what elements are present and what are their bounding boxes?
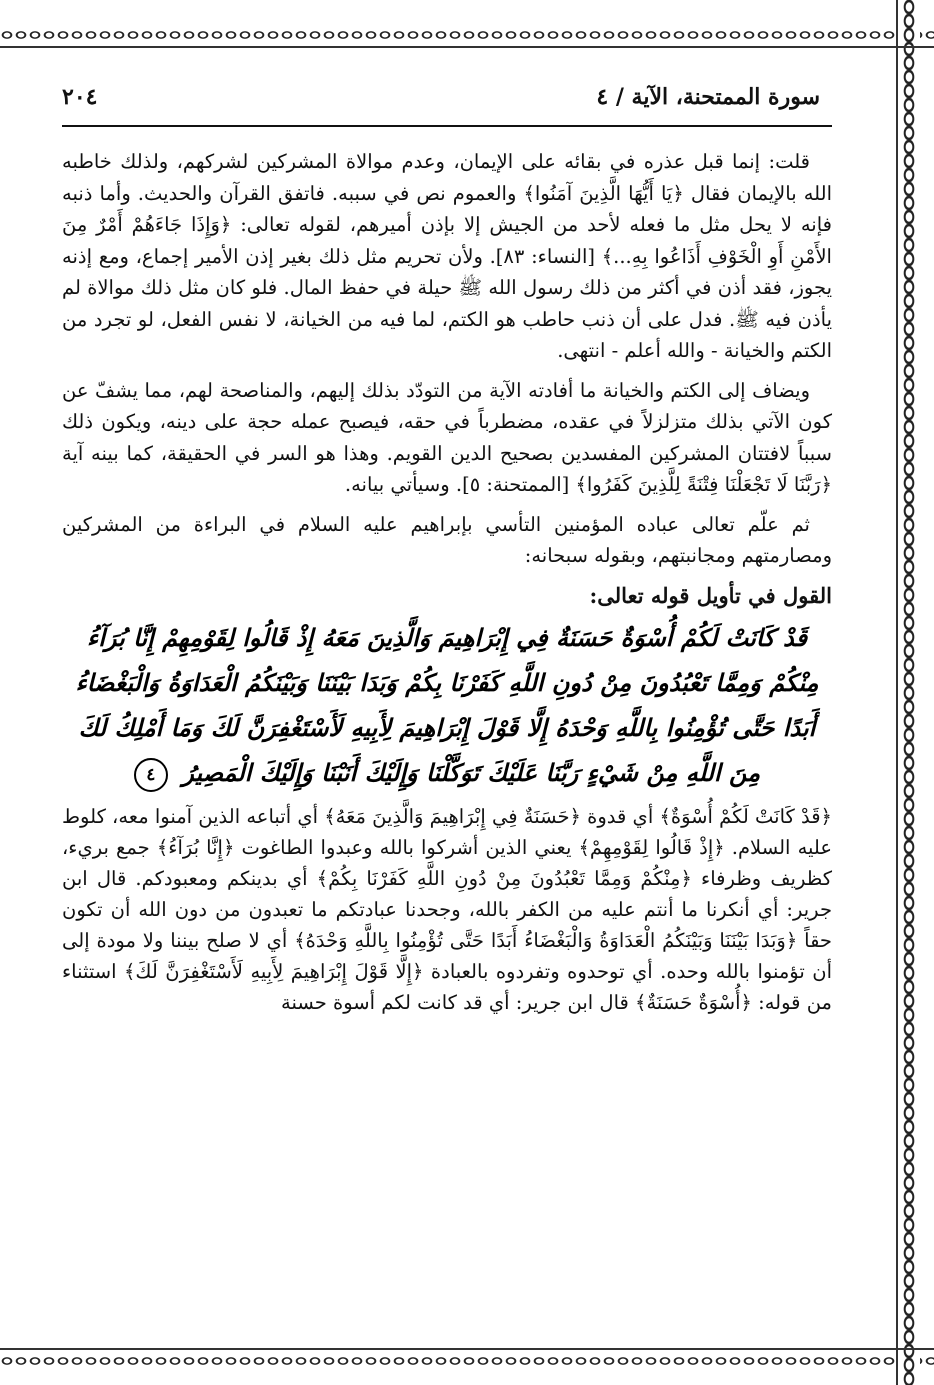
ornamental-border-right <box>898 0 920 1385</box>
ornamental-border-top <box>0 24 934 46</box>
quran-verse <box>62 615 832 795</box>
border-line-bottom <box>0 1348 934 1350</box>
border-line-right <box>896 0 898 1385</box>
page-number: ٢٠٤ <box>62 84 98 110</box>
body-text <box>62 146 832 1018</box>
header-divider <box>62 125 832 127</box>
sura-title: سورة الممتحنة، الآية / ٤ <box>596 84 820 110</box>
paragraph: ويضاف إلى الكتم والخيانة ما أفادته الآية من التودّد بذلك إليهم، والمناصحة لهم، مما يشفّ عن كون الآتي بذلك متزلزلاً في عقده، مضطرباً في حقه، فيصبح عمله حجة على دينه، ويكون ذلك سبباً لافتتان المشركين المفسدين بصحيح الدين القويم. وهذا هو السر في الحقيقة، كما بينه آية ﴿رَبَّنَا لَا تَجْعَلْنَا فِتْنَةً لِلَّذِينَ كَفَرُوا﴾ [الممتحنة: ٥]. وسيأتي بيانه. <box>62 378 832 496</box>
paragraph: ثم علّم تعالى عباده المؤمنين التأسي بإبراهيم عليه السلام في البراءة من المشركين ومصارمتهم ومجانبتهم، وبقوله سبحانه: <box>62 512 832 567</box>
border-line-top <box>0 46 934 48</box>
ayah-number-marker: ٤ <box>134 758 168 792</box>
commentary-text: ﴿قَدْ كَانَتْ لَكُمْ أُسْوَةٌ﴾ أي قدوة ﴿حَسَنَةٌ فِي إِبْرَاهِيمَ وَالَّذِينَ مَعَهُ﴾ أي أتباعه الذين آمنوا معه، كلوط عليه السلام. ﴿إِذْ قَالُوا لِقَوْمِهِمْ﴾ يعني الذين أشركوا بالله وعبدوا الطاغوت ﴿إِنَّا بُرَآءُ﴾ جمع بريء، كظريف وظرفاء ﴿مِنْكُمْ وَمِمَّا تَعْبُدُونَ مِنْ دُونِ اللَّهِ كَفَرْنَا بِكُمْ﴾ أي بدينكم ومعبودكم. قال ابن جرير: أي أنكرنا ما أنتم عليه من الكفر بالله، وجحدنا عبادتكم ما تعبدون من دون الله أن تكون حقاً ﴿وَبَدَا بَيْنَنَا وَبَيْنَكُمُ الْعَدَاوَةُ وَالْبَغْضَاءُ أَبَدًا حَتَّى تُؤْمِنُوا بِاللَّهِ وَحْدَهُ﴾ أي لا صلح بيننا ولا مودة إلى أن تؤمنوا بالله وحده. أي توحدوه وتفردوه بالعبادة ﴿إِلَّا قَوْلَ إِبْرَاهِيمَ لِأَبِيهِ لَأَسْتَغْفِرَنَّ لَكَ﴾ استثناء من قوله: ﴿أُسْوَةٌ حَسَنَةٌ﴾ قال ابن جرير: أي قد كانت لكم أسوة حسنة <box>62 805 832 1014</box>
section-heading: القول في تأويل قوله تعالى: <box>589 582 832 608</box>
ornamental-border-bottom <box>0 1350 934 1372</box>
verse-text: قَدْ كَانَتْ لَكُمْ أُسْوَةٌ حَسَنَةٌ فِي إِبْرَاهِيمَ وَالَّذِينَ مَعَهُ إِذْ قَالُوا لِقَوْمِهِمْ إِنَّا بُرَآءُ مِنْكُمْ وَمِمَّا تَعْبُدُونَ مِنْ دُونِ اللَّهِ كَفَرْنَا بِكُمْ وَبَدَا بَيْنَنَا وَبَيْنَكُمُ الْعَدَاوَةُ وَالْبَغْضَاءُ أَبَدًا حَتَّى تُؤْمِنُوا بِاللَّهِ وَحْدَهُ إِلَّا قَوْلَ إِبْرَاهِيمَ لِأَبِيهِ لَأَسْتَغْفِرَنَّ لَكَ وَمَا أَمْلِكُ لَكَ مِنَ اللَّهِ مِنْ شَيْءٍ رَبَّنَا عَلَيْكَ تَوَكَّلْنَا وَإِلَيْكَ أَنَبْنَا وَإِلَيْكَ الْمَصِيرُ <box>75 623 819 787</box>
page-content <box>62 80 832 1345</box>
paragraph: قلت: إنما قبل عذره في بقائه على الإيمان، وعدم موالاة المشركين لشركهم، ولذلك خاطبه الله بالإيمان فقال ﴿يَا أَيُّهَا الَّذِينَ آمَنُوا﴾ والعموم نص في سببه. فاتفق القرآن والحديث. وأما ذنبه فإنه لا يحل مثل ما فعله لأحد من الجيش إلا بإذن أميرهم، لقوله تعالى: ﴿وَإِذَا جَاءَهُمْ أَمْرٌ مِنَ الأَمْنِ أَوِ الْخَوْفِ أَذَاعُوا بِهِ...﴾ [النساء: ٨٣]. ولأن تحريم مثل ذلك بغير إذن الأمير إجماع، ومع إذنه يجوز، فقد أذن في أكثر من ذلك رسول الله ﷺ حيلة في حفظ المال. فلو كان مثل ذلك موالاة لم يأذن فيه ﷺ. فدل على أن ذنب حاطب هو الكتم، لما فيه من الخيانة، لا نفس الفعل، لو تجرد من الكتم والخيانة - والله أعلم - انتهى. <box>62 150 832 362</box>
page-header <box>62 80 832 130</box>
